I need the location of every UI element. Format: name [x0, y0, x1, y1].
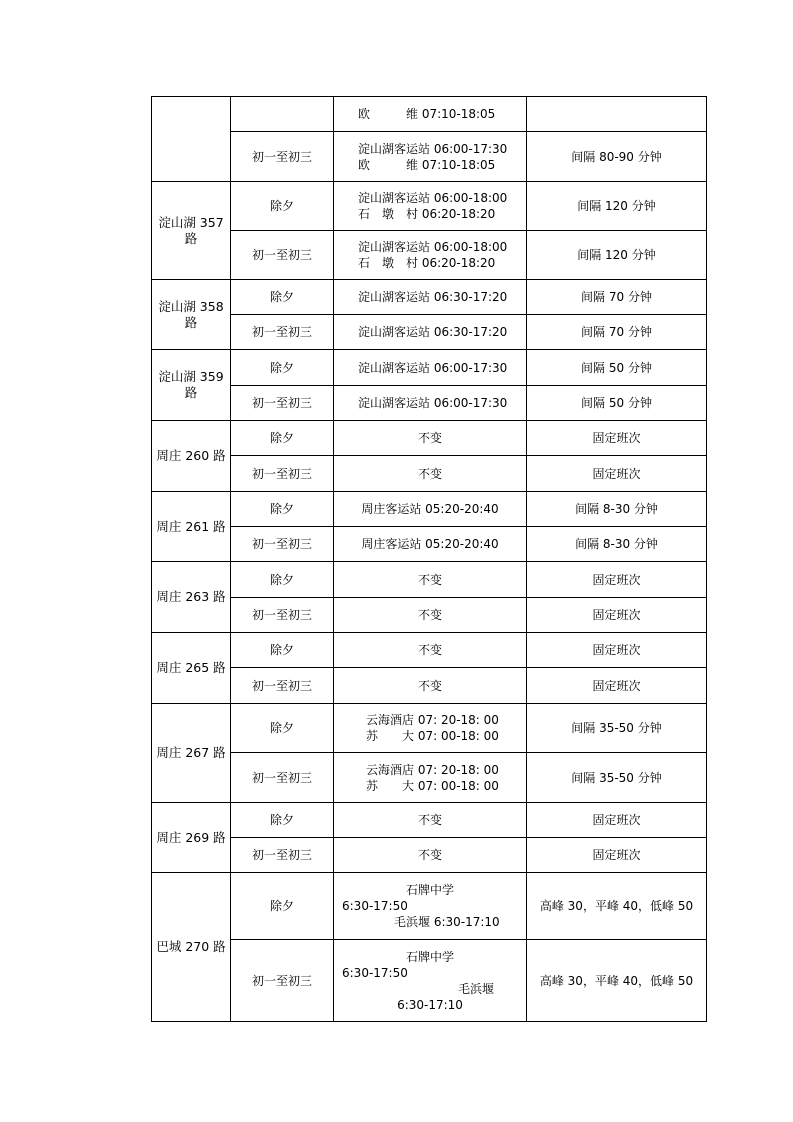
stations-cell: 不变 — [334, 633, 527, 668]
interval-cell: 高峰 30，平峰 40，低峰 50 — [527, 940, 707, 1022]
interval-cell: 间隔 50 分钟 — [527, 386, 707, 421]
station-line: 云海酒店 07: 20-18: 00 — [366, 762, 499, 777]
period-cell: 初一至初三 — [231, 315, 334, 350]
interval-cell: 间隔 70 分钟 — [527, 280, 707, 315]
interval-cell: 间隔 8-30 分钟 — [527, 492, 707, 527]
stations-cell — [334, 386, 527, 421]
interval-cell: 固定班次 — [527, 456, 707, 492]
table-row — [152, 350, 707, 386]
table-row — [152, 97, 707, 132]
station-line: 淀山湖客运站 06:30-17:20 — [358, 325, 508, 339]
period-cell: 除夕 — [231, 492, 334, 527]
schedule-table — [151, 96, 707, 1022]
station-line: 石牌中学 — [405, 883, 454, 897]
route-name-cell: 周庄 261 路 — [152, 492, 231, 562]
stations-cell: 不变 — [334, 598, 527, 633]
station-line: 淀山湖客运站 06:30-17:20 — [358, 290, 508, 304]
station-line: 欧 维 07:10-18:05 — [358, 157, 496, 172]
table-row — [152, 132, 707, 182]
stations-cell: 不变 — [334, 838, 527, 873]
interval-cell: 间隔 35-50 分钟 — [527, 704, 707, 753]
station-line: 淀山湖客运站 06:00-18:00 — [358, 191, 508, 205]
period-cell: 初一至初三 — [231, 456, 334, 492]
period-cell: 初一至初三 — [231, 940, 334, 1022]
station-line: 6:30-17:50 — [342, 965, 408, 980]
station-line: 6:30-17:50 — [342, 899, 408, 913]
stations-cell — [334, 315, 527, 350]
period-cell: 初一至初三 — [231, 132, 334, 182]
interval-cell: 固定班次 — [527, 803, 707, 838]
route-name-cell: 周庄 265 路 — [152, 633, 231, 704]
interval-cell: 间隔 35-50 分钟 — [527, 753, 707, 803]
table-row — [152, 456, 707, 492]
table-row — [152, 231, 707, 280]
stations-cell: 不变 — [334, 562, 527, 598]
station-line: 淀山湖客运站 06:00-17:30 — [358, 360, 508, 375]
stations-cell — [334, 182, 527, 231]
period-cell: 初一至初三 — [231, 668, 334, 704]
interval-cell: 间隔 8-30 分钟 — [527, 527, 707, 562]
table-row — [152, 803, 707, 838]
table-row — [152, 315, 707, 350]
period-cell: 除夕 — [231, 873, 334, 940]
station-line: 石 墩 村 06:20-18:20 — [358, 207, 496, 221]
interval-cell: 固定班次 — [527, 668, 707, 704]
period-cell: 初一至初三 — [231, 527, 334, 562]
interval-cell: 固定班次 — [527, 598, 707, 633]
stations-cell: 不变 — [334, 668, 527, 704]
table-row — [152, 940, 707, 1022]
route-name-cell — [152, 97, 231, 182]
table-row — [152, 421, 707, 456]
interval-cell: 间隔 70 分钟 — [527, 315, 707, 350]
stations-cell: 周庄客运站 05:20-20:40 — [334, 492, 527, 527]
period-cell: 初一至初三 — [231, 386, 334, 421]
station-line: 云海酒店 07: 20-18: 00 — [366, 713, 499, 727]
stations-cell: 不变 — [334, 456, 527, 492]
station-line: 淀山湖客运站 06:00-18:00 — [358, 240, 508, 254]
interval-cell: 间隔 120 分钟 — [527, 182, 707, 231]
table-row — [152, 562, 707, 598]
station-line: 毛浜堰 — [457, 981, 494, 996]
route-name-cell: 周庄 263 路 — [152, 562, 231, 633]
period-cell: 除夕 — [231, 421, 334, 456]
interval-cell: 间隔 50 分钟 — [527, 350, 707, 386]
stations-cell: 周庄客运站 05:20-20:40 — [334, 527, 527, 562]
stations-cell: 不变 — [334, 421, 527, 456]
route-name-cell: 周庄 260 路 — [152, 421, 231, 492]
period-cell: 初一至初三 — [231, 753, 334, 803]
period-cell: 初一至初三 — [231, 231, 334, 280]
interval-cell: 间隔 120 分钟 — [527, 231, 707, 280]
stations-cell — [334, 940, 527, 1022]
period-cell: 除夕 — [231, 280, 334, 315]
station-line: 苏 大 07: 00-18: 00 — [366, 778, 499, 793]
table-row — [152, 873, 707, 940]
period-cell — [231, 97, 334, 132]
stations-cell — [334, 231, 527, 280]
table-row — [152, 704, 707, 753]
table-row — [152, 668, 707, 704]
period-cell: 初一至初三 — [231, 838, 334, 873]
table-row — [152, 598, 707, 633]
stations-cell — [334, 704, 527, 753]
stations-cell — [334, 97, 527, 132]
period-cell: 除夕 — [231, 562, 334, 598]
period-cell: 除夕 — [231, 633, 334, 668]
route-name-cell: 周庄 267 路 — [152, 704, 231, 803]
table-row — [152, 633, 707, 668]
period-cell: 除夕 — [231, 704, 334, 753]
interval-cell — [527, 97, 707, 132]
station-line: 石牌中学 — [405, 949, 454, 964]
period-cell: 初一至初三 — [231, 598, 334, 633]
station-line: 石 墩 村 06:20-18:20 — [358, 256, 496, 270]
station-line: 淀山湖客运站 06:00-17:30 — [358, 141, 508, 156]
table-row — [152, 527, 707, 562]
station-line: 欧 维 07:10-18:05 — [358, 107, 496, 121]
table-row — [152, 386, 707, 421]
route-name-cell: 周庄 269 路 — [152, 803, 231, 873]
station-line: 苏 大 07: 00-18: 00 — [366, 729, 499, 743]
stations-cell — [334, 753, 527, 803]
route-name-cell: 淀山湖 357路 — [152, 182, 231, 280]
station-line: 6:30-17:10 — [397, 997, 463, 1012]
table-row — [152, 492, 707, 527]
interval-cell: 高峰 30，平峰 40，低峰 50 — [527, 873, 707, 940]
period-cell: 除夕 — [231, 803, 334, 838]
stations-cell — [334, 350, 527, 386]
interval-cell: 固定班次 — [527, 562, 707, 598]
stations-cell — [334, 132, 527, 182]
period-cell: 除夕 — [231, 182, 334, 231]
route-name-cell: 淀山湖 359路 — [152, 350, 231, 421]
stations-cell — [334, 280, 527, 315]
period-cell: 除夕 — [231, 350, 334, 386]
interval-cell: 固定班次 — [527, 838, 707, 873]
stations-cell — [334, 873, 527, 940]
stations-cell: 不变 — [334, 803, 527, 838]
interval-cell: 固定班次 — [527, 633, 707, 668]
table-row — [152, 280, 707, 315]
route-name-cell: 巴城 270 路 — [152, 873, 231, 1022]
table-row — [152, 753, 707, 803]
station-line: 淀山湖客运站 06:00-17:30 — [358, 396, 508, 410]
station-line: 毛浜堰 6:30-17:10 — [394, 915, 500, 929]
interval-cell: 间隔 80-90 分钟 — [527, 132, 707, 182]
route-name-cell: 淀山湖 358路 — [152, 280, 231, 350]
table-row — [152, 838, 707, 873]
table-row — [152, 182, 707, 231]
interval-cell: 固定班次 — [527, 421, 707, 456]
